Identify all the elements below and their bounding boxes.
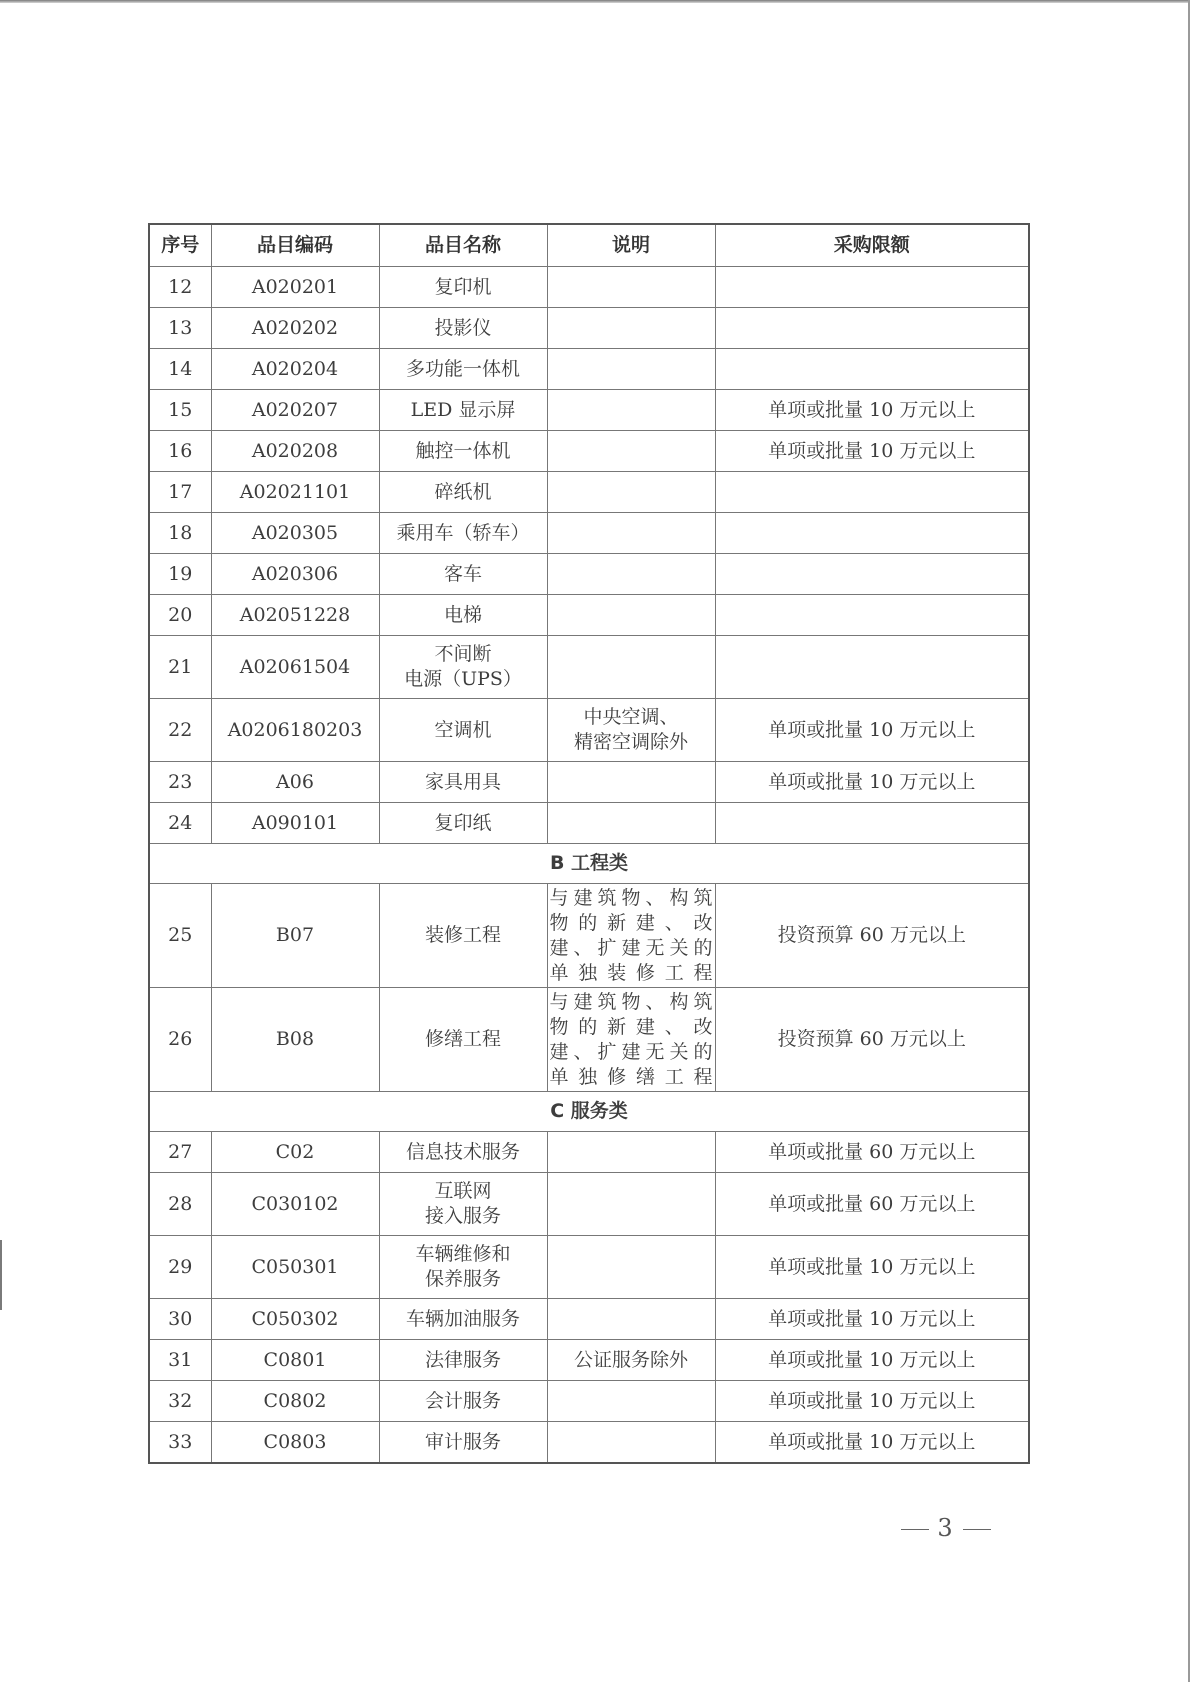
- row-index: 19: [149, 554, 211, 595]
- row-limit: 投资预算 60 万元以上: [715, 988, 1029, 1092]
- row-code: C030102: [211, 1173, 379, 1236]
- row-note: [547, 308, 715, 349]
- table-row: [149, 636, 1029, 699]
- row-code: C050302: [211, 1299, 379, 1340]
- row-limit: [715, 472, 1029, 513]
- row-index: 30: [149, 1299, 211, 1340]
- row-note-line: 中央空调、: [583, 706, 679, 728]
- row-index: 24: [149, 803, 211, 844]
- row-name: 触控一体机: [379, 431, 547, 472]
- row-limit: 单项或批量 10 万元以上: [715, 390, 1029, 431]
- category-label-engineering: B 工程类: [149, 844, 1029, 884]
- row-note: [547, 554, 715, 595]
- row-index: 21: [149, 636, 211, 699]
- row-name: [379, 1236, 547, 1299]
- row-index: 25: [149, 884, 211, 988]
- row-code: A02051228: [211, 595, 379, 636]
- row-index: 22: [149, 699, 211, 762]
- row-limit: 单项或批量 10 万元以上: [715, 1299, 1029, 1340]
- table-row: [149, 513, 1029, 554]
- row-note: [547, 1173, 715, 1236]
- scan-left-mark: [0, 1240, 2, 1310]
- row-limit: 单项或批量 10 万元以上: [715, 699, 1029, 762]
- row-note-line: 物的新建、改: [549, 911, 713, 934]
- row-index: 18: [149, 513, 211, 554]
- row-limit: [715, 803, 1029, 844]
- row-code: A06: [211, 762, 379, 803]
- row-note: [547, 699, 715, 762]
- table-row: [149, 267, 1029, 308]
- row-limit: 单项或批量 10 万元以上: [715, 1422, 1029, 1464]
- row-code: B08: [211, 988, 379, 1092]
- row-index: 14: [149, 349, 211, 390]
- table-row: [149, 803, 1029, 844]
- row-code: A020201: [211, 267, 379, 308]
- table-row: [149, 554, 1029, 595]
- row-name: [379, 1173, 547, 1236]
- row-note: [547, 988, 715, 1092]
- row-name-line: 不间断: [434, 643, 492, 665]
- row-code: A02021101: [211, 472, 379, 513]
- row-index: 26: [149, 988, 211, 1092]
- row-limit: [715, 554, 1029, 595]
- table-row: [149, 349, 1029, 390]
- table-row: [149, 988, 1029, 1092]
- row-name: 审计服务: [379, 1422, 547, 1464]
- header-index: 序号: [149, 224, 211, 267]
- row-limit: 单项或批量 10 万元以上: [715, 762, 1029, 803]
- row-note: [547, 762, 715, 803]
- row-name: 修缮工程: [379, 988, 547, 1092]
- row-name: 电梯: [379, 595, 547, 636]
- row-limit: [715, 636, 1029, 699]
- row-note: [547, 267, 715, 308]
- row-code: A090101: [211, 803, 379, 844]
- row-note: [547, 1381, 715, 1422]
- row-note: 公证服务除外: [547, 1340, 715, 1381]
- row-index: 12: [149, 267, 211, 308]
- row-note-line: 单独修缮工程: [549, 1065, 713, 1088]
- row-name-line: 接入服务: [424, 1205, 501, 1227]
- row-name-line: 互联网: [434, 1180, 492, 1202]
- row-limit: 单项或批量 10 万元以上: [715, 1381, 1029, 1422]
- row-code: A020207: [211, 390, 379, 431]
- row-index: 32: [149, 1381, 211, 1422]
- table-row: [149, 472, 1029, 513]
- row-limit: 投资预算 60 万元以上: [715, 884, 1029, 988]
- row-name: 空调机: [379, 699, 547, 762]
- row-code: C02: [211, 1132, 379, 1173]
- row-name: 多功能一体机: [379, 349, 547, 390]
- row-note: [547, 884, 715, 988]
- table-row: [149, 699, 1029, 762]
- table-row: [149, 762, 1029, 803]
- row-note: [547, 1299, 715, 1340]
- row-code: A02061504: [211, 636, 379, 699]
- row-name-line: 保养服务: [424, 1268, 501, 1290]
- row-note: [547, 513, 715, 554]
- row-name: 碎纸机: [379, 472, 547, 513]
- table-row: [149, 1173, 1029, 1236]
- row-index: 17: [149, 472, 211, 513]
- row-note: [547, 431, 715, 472]
- row-note-line: 建、扩建无关的: [549, 936, 713, 959]
- row-code: A020204: [211, 349, 379, 390]
- row-index: 29: [149, 1236, 211, 1299]
- row-name: LED 显示屏: [379, 390, 547, 431]
- row-name: 装修工程: [379, 884, 547, 988]
- row-note-line: 与建筑物、构筑: [549, 886, 713, 909]
- row-index: 13: [149, 308, 211, 349]
- table-header-row: [149, 224, 1029, 267]
- row-code: A020306: [211, 554, 379, 595]
- row-note: [547, 349, 715, 390]
- table-row: [149, 390, 1029, 431]
- row-index: 33: [149, 1422, 211, 1464]
- row-note: [547, 595, 715, 636]
- row-index: 23: [149, 762, 211, 803]
- page-number-dash-left: [901, 1529, 929, 1530]
- category-row-engineering: [149, 844, 1029, 884]
- row-name: 法律服务: [379, 1340, 547, 1381]
- page-number-value: 3: [937, 1514, 955, 1542]
- row-code: A020208: [211, 431, 379, 472]
- row-index: 28: [149, 1173, 211, 1236]
- header-note: 说明: [547, 224, 715, 267]
- row-note: [547, 803, 715, 844]
- header-item-code: 品目编码: [211, 224, 379, 267]
- row-code: B07: [211, 884, 379, 988]
- row-limit: [715, 308, 1029, 349]
- row-index: 20: [149, 595, 211, 636]
- row-limit: [715, 513, 1029, 554]
- table-row: [149, 1340, 1029, 1381]
- header-limit: 采购限额: [715, 224, 1029, 267]
- row-index: 27: [149, 1132, 211, 1173]
- row-limit: 单项或批量 10 万元以上: [715, 431, 1029, 472]
- row-code: C0802: [211, 1381, 379, 1422]
- row-name: 投影仪: [379, 308, 547, 349]
- category-row-services: [149, 1092, 1029, 1132]
- row-name: 复印机: [379, 267, 547, 308]
- row-name-line: 车辆维修和: [415, 1243, 511, 1265]
- row-limit: [715, 267, 1029, 308]
- row-name: 客车: [379, 554, 547, 595]
- table-row: [149, 1422, 1029, 1464]
- row-note: [547, 472, 715, 513]
- table-row: [149, 1132, 1029, 1173]
- row-index: 16: [149, 431, 211, 472]
- row-name: 信息技术服务: [379, 1132, 547, 1173]
- row-name: 会计服务: [379, 1381, 547, 1422]
- table-row: [149, 308, 1029, 349]
- category-label-services: C 服务类: [149, 1092, 1029, 1132]
- row-limit: 单项或批量 10 万元以上: [715, 1236, 1029, 1299]
- row-code: A0206180203: [211, 699, 379, 762]
- row-index: 15: [149, 390, 211, 431]
- row-name-line: 电源（UPS）: [404, 668, 522, 690]
- row-index: 31: [149, 1340, 211, 1381]
- row-name: 家具用具: [379, 762, 547, 803]
- row-note-line: 物的新建、改: [549, 1015, 713, 1038]
- table-row: [149, 1299, 1029, 1340]
- table-row: [149, 431, 1029, 472]
- row-note-line: 精密空调除外: [573, 731, 688, 753]
- table-row: [149, 1381, 1029, 1422]
- header-item-name: 品目名称: [379, 224, 547, 267]
- row-limit: 单项或批量 10 万元以上: [715, 1340, 1029, 1381]
- row-limit: [715, 595, 1029, 636]
- row-note: [547, 1236, 715, 1299]
- row-note-line: 建、扩建无关的: [549, 1040, 713, 1063]
- table-row: [149, 1236, 1029, 1299]
- row-code: C0801: [211, 1340, 379, 1381]
- row-note: [547, 390, 715, 431]
- row-code: C050301: [211, 1236, 379, 1299]
- row-note: [547, 1422, 715, 1464]
- row-code: A020202: [211, 308, 379, 349]
- row-note: [547, 1132, 715, 1173]
- page-number-dash-right: [963, 1529, 991, 1530]
- row-code: A020305: [211, 513, 379, 554]
- row-name: 车辆加油服务: [379, 1299, 547, 1340]
- row-name: [379, 636, 547, 699]
- procurement-catalog-table: [148, 223, 1030, 1464]
- row-note-line: 与建筑物、构筑: [549, 990, 713, 1013]
- row-limit: [715, 349, 1029, 390]
- row-note: [547, 636, 715, 699]
- row-limit: 单项或批量 60 万元以上: [715, 1173, 1029, 1236]
- row-name: 复印纸: [379, 803, 547, 844]
- scan-top-edge: [0, 0, 1190, 3]
- row-code: C0803: [211, 1422, 379, 1464]
- page-number: [886, 1514, 1006, 1544]
- row-note-line: 单独装修工程: [549, 961, 713, 984]
- table-row: [149, 884, 1029, 988]
- table-row: [149, 595, 1029, 636]
- row-name: 乘用车（轿车）: [379, 513, 547, 554]
- row-limit: 单项或批量 60 万元以上: [715, 1132, 1029, 1173]
